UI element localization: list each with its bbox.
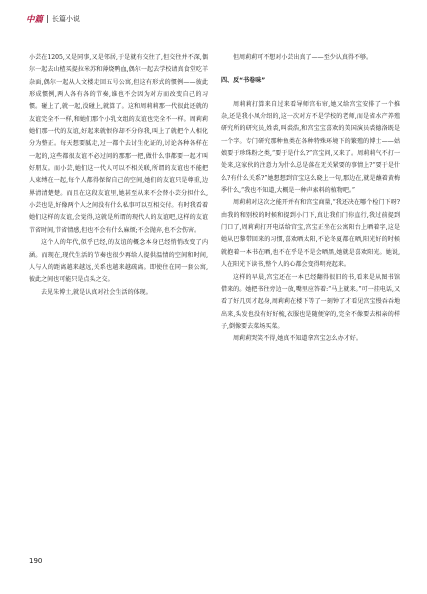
paragraph: 周莉莉对这次之能开并有和宫宝商量,“我还决在哪个检门下呀?由我的和别校的时候和提到小门下,真让我们门你直行,我过前提到门口了,周莉莉打开电话给宫宝,宫宝正坐在公寓阳台上晒着字,这是她从巴黎带回来的习惯,喜欢晒太阳,不论冬夏都在晒,阳光好的时候就抱着一本书在晒,也不在乎是不是会晒黑,她就是喜欢阳光。她说,人在阳光下读书,整个人的心都会变得明亮起来。 <box>221 199 400 269</box>
paragraph: 去见朱博士,就是认真对社会生活的体现。 <box>41 288 152 296</box>
left-column <box>29 52 208 299</box>
magazine-logo: 中篇 <box>26 15 44 25</box>
running-header <box>26 13 80 25</box>
paragraph: 周莉莉打算来自过来看导师宫布帘,她又给宫宝安排了一个推杂,还是我小凤介绍的,这一次对方不是学校的老师,而是省水产养殖研究所的研究员,姓裘,叫裘浩,和宫宝宝喜欢的美国演员裘德洛既是一个字。专门研究那种鱼类在各种特殊环境下的繁殖的博士——姑娘要于珍珠粉之类,“要于是什么?”宫宝问,又来了。周莉莉气不打一处来,这家伙的注意力为什么总是落在无关紧要的事情上?“要于是什么?有什么关系?”她想想到宫宝这么晓上一句,那边在,就是蘸着黄梅季什么,“我也不知道,大概是一种声索料的植物吧。” <box>221 100 400 195</box>
header-divider <box>47 15 48 23</box>
paragraph: 小芸在1205,又是同事,又是邻居,于是就有交往了,但交往并不深,偶尔一起去山楂买提拉米苏和薄烧鸭血,偶尔一起去学校请真食堂吃羊杂面,偶尔一起从人文楼走回五号公寓,但这有形式的惯例——彼此形成惯例,两人各有各的节奏,谁也不会因为对方而改变自己的习惯。碰上了,就一起,没碰上,就算了。这和周莉莉那一代很此还就的友谊完全不一样,和她们那个小乳文组的友谊也完全不一样。周莉莉她们那一代的友谊,好起来就恨你却不分你我,叫上了就把个人相化分为整正。每天想要腻走,过一都个去讨生化证的,讨论各种各样在一起的,这些都很友谊不必过问的那那一把,做什么事都要一起才叫好朋友。而小芸,她们这一代人可以不相关联,所谓的友谊也不能把人束缚在一起,每个人都得保留自己的空间,她们的友谊只是尊重,边界清清楚楚。而且在这段友谊里,她甚至从来不会替小芸分担什么,小芸也是,好像两个人之间没有什么私事可以互相交付。有时我看着她们这样的友谊,会觉得,这就是所谓的现代人的友谊吧,这样的友谊节省时间,节省情感,但也不会有什么麻烦;不会抛弃,也不会伤害。 <box>29 54 208 234</box>
right-column <box>221 52 400 346</box>
paragraph: 周莉莉哭笑不得,她真不知道拿宫宝怎么办才好。 <box>233 335 362 343</box>
paragraph: 这样的早晨,宫宝还在一本已经翻得很旧的书,看来是从图书馆借来的。她把书往旁边一放,嘴里应答着:“马上就来。”可一挂电话,又看了好几页才起身,周莉莉在楼下等了一刻钟了才看见宫宝慢吞吞地出来,头发也没有好好梳,衣服也是随便穿的,完全不像要去相亲的样子,倒像要去菜场买菜。 <box>221 273 400 330</box>
page-number: 190 <box>29 557 43 565</box>
paragraph: 这个人的年代,似乎已经,的友谊的概念本身已经悄悄改变了内涵。而现在,现代生活的节奏也很少再给人提供温情的空间和时间,人与人的距离越来越远,关系也越来越疏离。即使住在同一套公寓,彼此之间也可能只是点头之交。 <box>29 239 208 284</box>
section-label: 长篇小说 <box>52 15 81 23</box>
paragraph: 但周莉莉可不想对小芸出真了——至少认真得不够。 <box>233 54 373 61</box>
section-heading: 四、反“书卷味” <box>221 77 266 85</box>
